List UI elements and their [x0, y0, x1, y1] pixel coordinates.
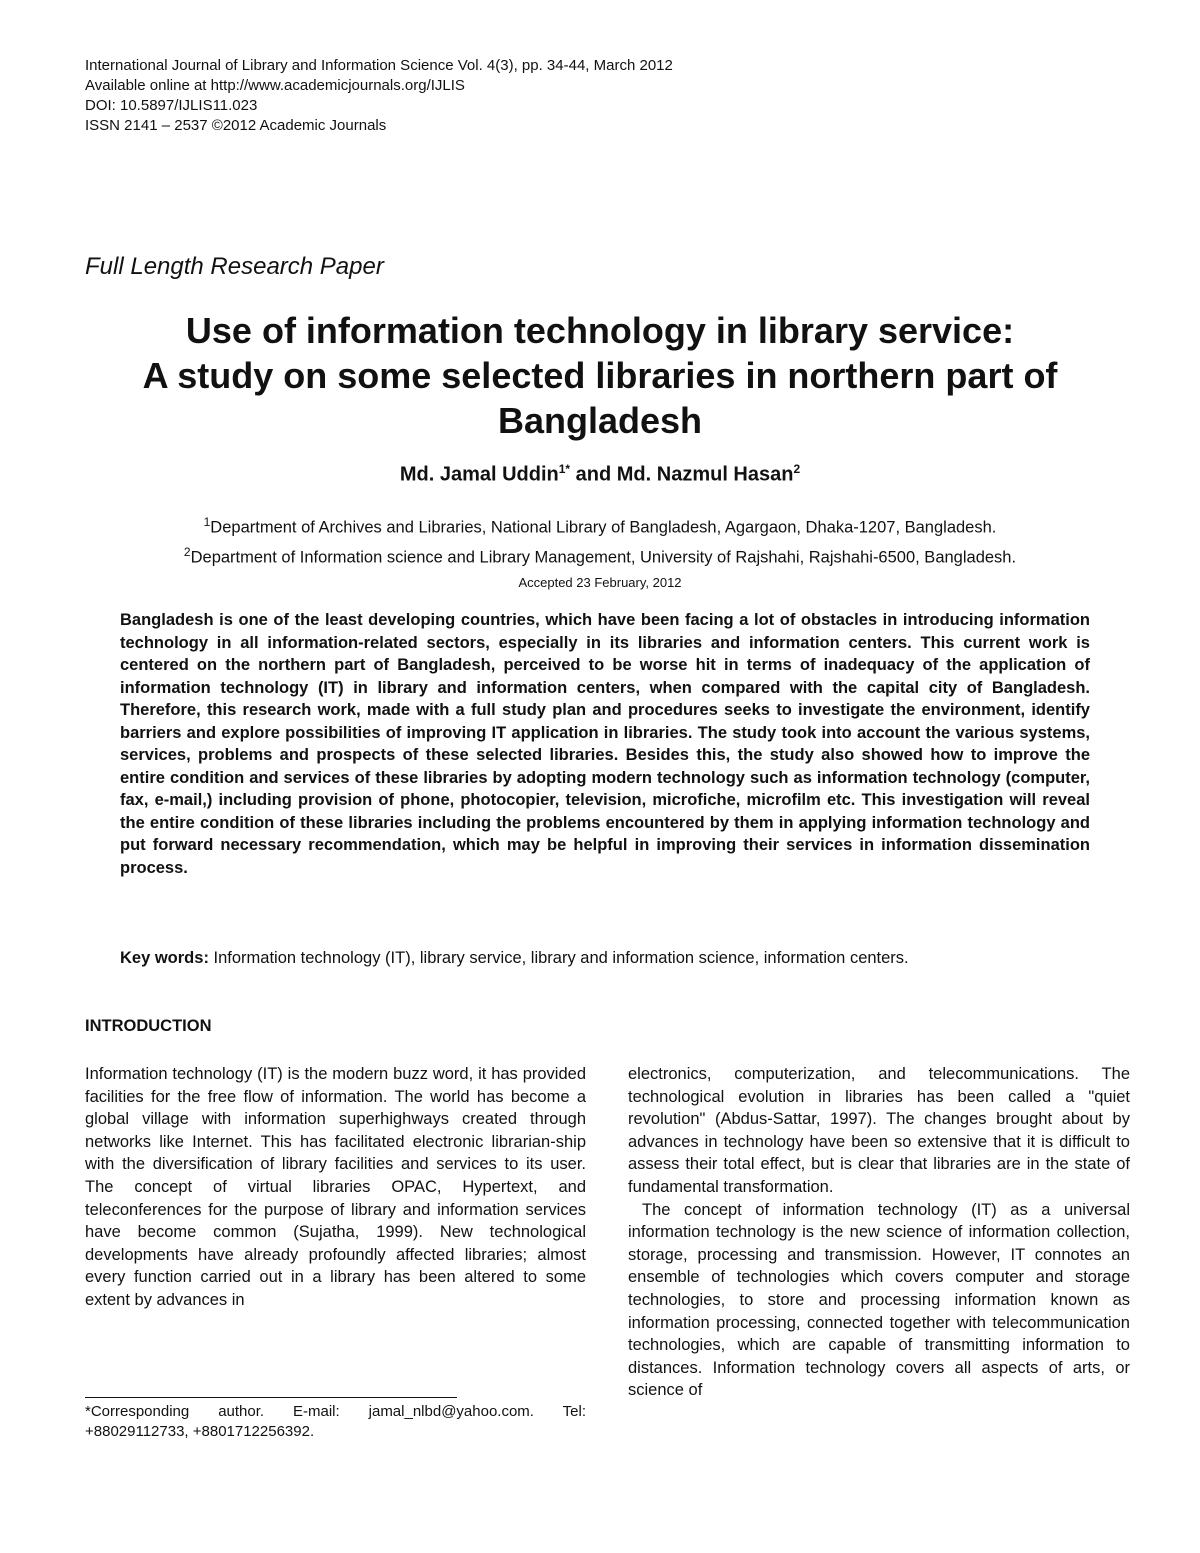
title-line: Bangladesh	[497, 400, 703, 441]
journal-issn: ISSN 2141 – 2537 ©2012 Academic Journals	[85, 117, 387, 134]
author-list	[0, 462, 1200, 487]
author-affiliation-mark: 1*	[558, 462, 571, 476]
affiliations	[0, 510, 1200, 569]
journal-url: Available online at http://www.academicjournals.org/IJLIS	[85, 77, 465, 94]
body-paragraph: The concept of information technology (IT) as a universal information technology is the new science of information collection, storage, processing and transmission. However, IT connotes an ensemble of technologies which covers computer and storage technologies, to store and processing information known as information processing, connected together with telecommunication technologies, which are capable of transmitting information to distances. Information technology covers all aspects of arts, or science of	[628, 1200, 1130, 1400]
journal-citation: International Journal of Library and Information Science Vol. 4(3), pp. 34-44, March 2012	[85, 57, 673, 74]
section-heading-introduction: INTRODUCTION	[85, 1017, 212, 1035]
affiliation-mark: 2	[183, 544, 191, 559]
affiliation-mark: 1	[203, 515, 211, 529]
body-column-right	[628, 1063, 1130, 1402]
keywords-label: Key words:	[120, 949, 209, 967]
author-name: Md. Jamal Uddin	[399, 463, 559, 486]
affiliation	[0, 540, 1200, 570]
corresponding-author-footnote: *Corresponding author. E-mail: jamal_nlbd@yahoo.com. Tel: +88029112733, +8801712256392.	[85, 1403, 586, 1440]
author-connector: and	[570, 463, 617, 486]
accepted-date: Accepted 23 February, 2012	[518, 575, 682, 590]
title-line: Use of information technology in library service:	[185, 310, 1015, 351]
paper-type: Full Length Research Paper	[85, 253, 384, 280]
keywords	[120, 949, 1090, 968]
author-affiliation-mark: 2	[793, 462, 801, 476]
body-paragraph: electronics, computerization, and telecommunications. The technological evolution in libraries has been called a "quiet revolution" (Abdus-Sattar, 1997). The changes brought about by advances in technology have been so extensive that it is difficult to assess their total effect, but is clear that libraries are in the state of fundamental transformation.	[628, 1065, 1130, 1196]
affiliation-text: Department of Information science and Library Management, University of Rajshahi, Rajshahi-6500, Bangladesh.	[190, 548, 1017, 566]
body-paragraph: Information technology (IT) is the modern buzz word, it has provided facilities for the free flow of information. The world has become a global village with information superhighways created through networks like Internet. This has facilitated electronic librarian-ship with the diversification of library facilities and services to its user. The concept of virtual libraries OPAC, Hypertext, and teleconferences for the purpose of library and information services have become common (Sujatha, 1999). New technological developments have already profoundly affected libraries; almost every function carried out in a library has been altered to some extent by advances in	[85, 1065, 586, 1309]
author-name: Md. Nazmul Hasan	[616, 463, 794, 486]
abstract: Bangladesh is one of the least developing countries, which have been facing a lot of obstacles in introducing information technology in all information-related sectors, especially in its libraries and information centers. This current work is centered on the northern part of Bangladesh, perceived to be worse hit in terms of inadequacy of the application of information technology (IT) in library and information centers, when compared with the capital city of Bangladesh. Therefore, this research work, made with a full study plan and procedures seeks to investigate the environment, identify barriers and explore possibilities of improving IT application in libraries. The study took into account the various systems, services, problems and prospects of these selected libraries. Besides this, the study also showed how to improve the entire condition and services of these libraries by adopting modern technology such as information technology (computer, fax, e-mail,) including provision of phone, photocopier, television, microfiche, microfilm etc. This investigation will reveal the entire condition of these libraries including the problems encountered by them in applying information technology and put forward necessary recommendation, which may be helpful in improving their services in information dissemination process.	[120, 611, 1090, 877]
body-column-left	[85, 1063, 586, 1312]
journal-header	[85, 56, 673, 136]
affiliation-text: Department of Archives and Libraries, National Library of Bangladesh, Agargaon, Dhaka-1207, Bangladesh.	[210, 518, 997, 537]
keywords-text: Information technology (IT), library service, library and information science, information centers.	[208, 949, 909, 967]
paper-title	[60, 308, 1140, 443]
title-line: A study on some selected libraries in northern part of	[142, 355, 1058, 396]
affiliation	[0, 510, 1200, 540]
footnote-divider	[85, 1397, 457, 1398]
journal-doi: DOI: 10.5897/IJLIS11.023	[85, 97, 258, 114]
